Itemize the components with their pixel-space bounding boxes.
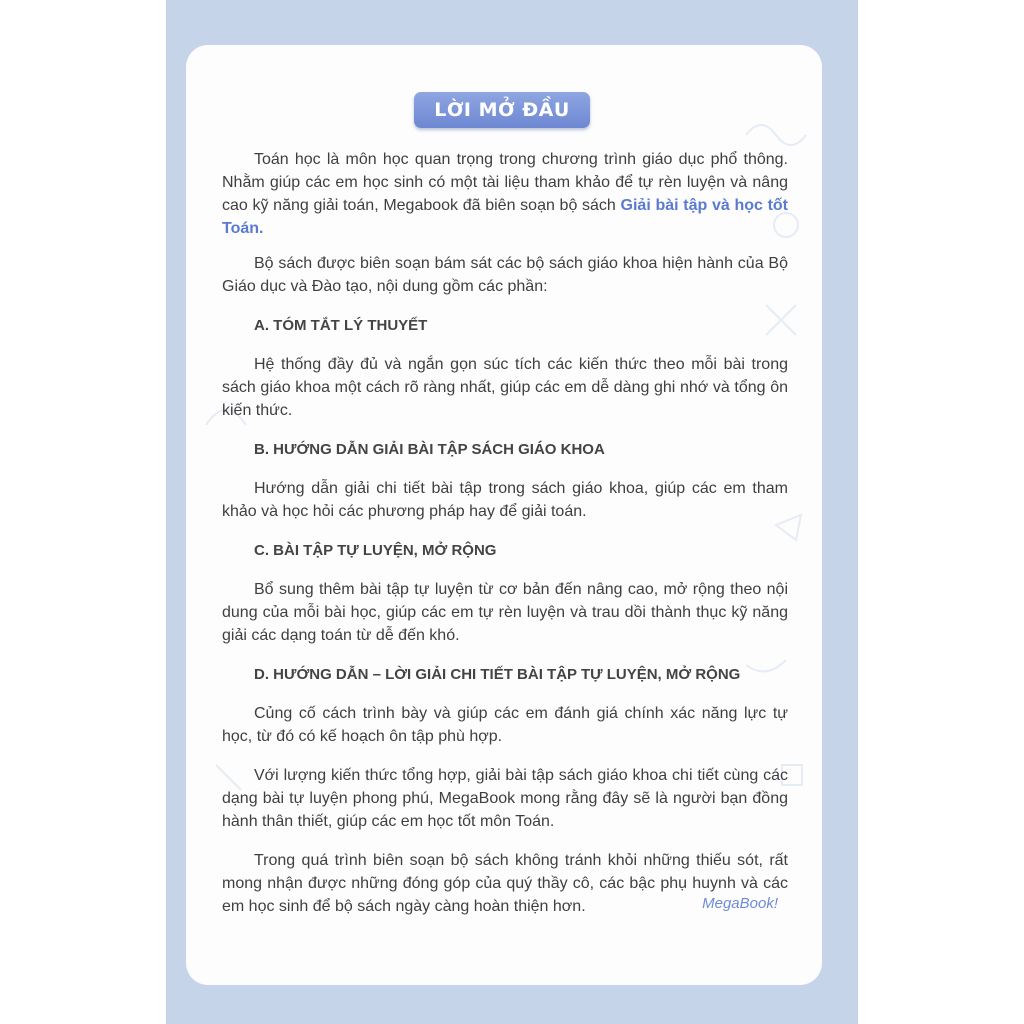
section-b-heading: B. HƯỚNG DẪN GIẢI BÀI TẬP SÁCH GIÁO KHOA	[254, 441, 605, 458]
section-d-body: Củng cố cách trình bày và giúp các em đánh giá chính xác năng lực tự học, từ đó có kế hoạch ôn tập phù hợp.	[222, 705, 788, 745]
section-c-body: Bổ sung thêm bài tập tự luyện từ cơ bản đến nâng cao, mở rộng theo nội dung của mỗi bài học, giúp các em tự rèn luyện và trau dồi thành thục kỹ năng giải các dạng toán từ dễ đến khó.	[222, 581, 788, 644]
section-a-heading: A. TÓM TẮT LÝ THUYẾT	[254, 317, 428, 334]
signature: MegaBook!	[702, 895, 778, 912]
structure-intro-paragraph: Bộ sách được biên soạn bám sát các bộ sách giáo khoa hiện hành của Bộ Giáo dục và Đào tạo, nội dung gồm các phần:	[222, 255, 788, 295]
intro-paragraph	[222, 148, 788, 240]
section-d-heading: D. HƯỚNG DẪN – LỜI GIẢI CHI TIẾT BÀI TẬP TỰ LUYỆN, MỞ RỘNG	[254, 666, 741, 683]
section-b-body: Hướng dẫn giải chi tiết bài tập trong sách giáo khoa, giúp các em tham khảo và học hỏi các phương pháp hay để giải toán.	[222, 480, 788, 520]
page-title: LỜI MỞ ĐẦU	[414, 92, 590, 128]
intro-text: Toán học là môn học quan trọng trong chương trình giáo dục phổ thông. Nhằm giúp các em học sinh có một tài liệu tham khảo để tự rèn luyện và nâng cao kỹ năng giải toán, Megabook đã biên soạn bộ sách	[222, 151, 788, 214]
section-a-body: Hệ thống đầy đủ và ngắn gọn súc tích các kiến thức theo mỗi bài trong sách giáo khoa một cách rõ ràng nhất, giúp các em dễ dàng ghi nhớ và tổng ôn kiến thức.	[222, 356, 788, 419]
closing-paragraph-2: Trong quá trình biên soạn bộ sách không tránh khỏi những thiếu sót, rất mong nhận được những đóng góp của quý thầy cô, các bậc phụ huynh và các em học sinh để bộ sách ngày càng hoàn thiện hơn.	[222, 852, 788, 915]
book-title-highlight: Giải bài tập và học tốt Toán.	[222, 197, 789, 237]
section-c-heading: C. BÀI TẬP TỰ LUYỆN, MỞ RỘNG	[254, 542, 497, 559]
closing-paragraph-1: Với lượng kiến thức tổng hợp, giải bài tập sách giáo khoa chi tiết cùng các dạng bài tự luyện phong phú, MegaBook mong rằng đây sẽ là người bạn đồng hành thân thiết, giúp các em học tốt môn Toán.	[222, 767, 788, 830]
content-card	[186, 45, 822, 985]
preface-text	[222, 148, 788, 930]
